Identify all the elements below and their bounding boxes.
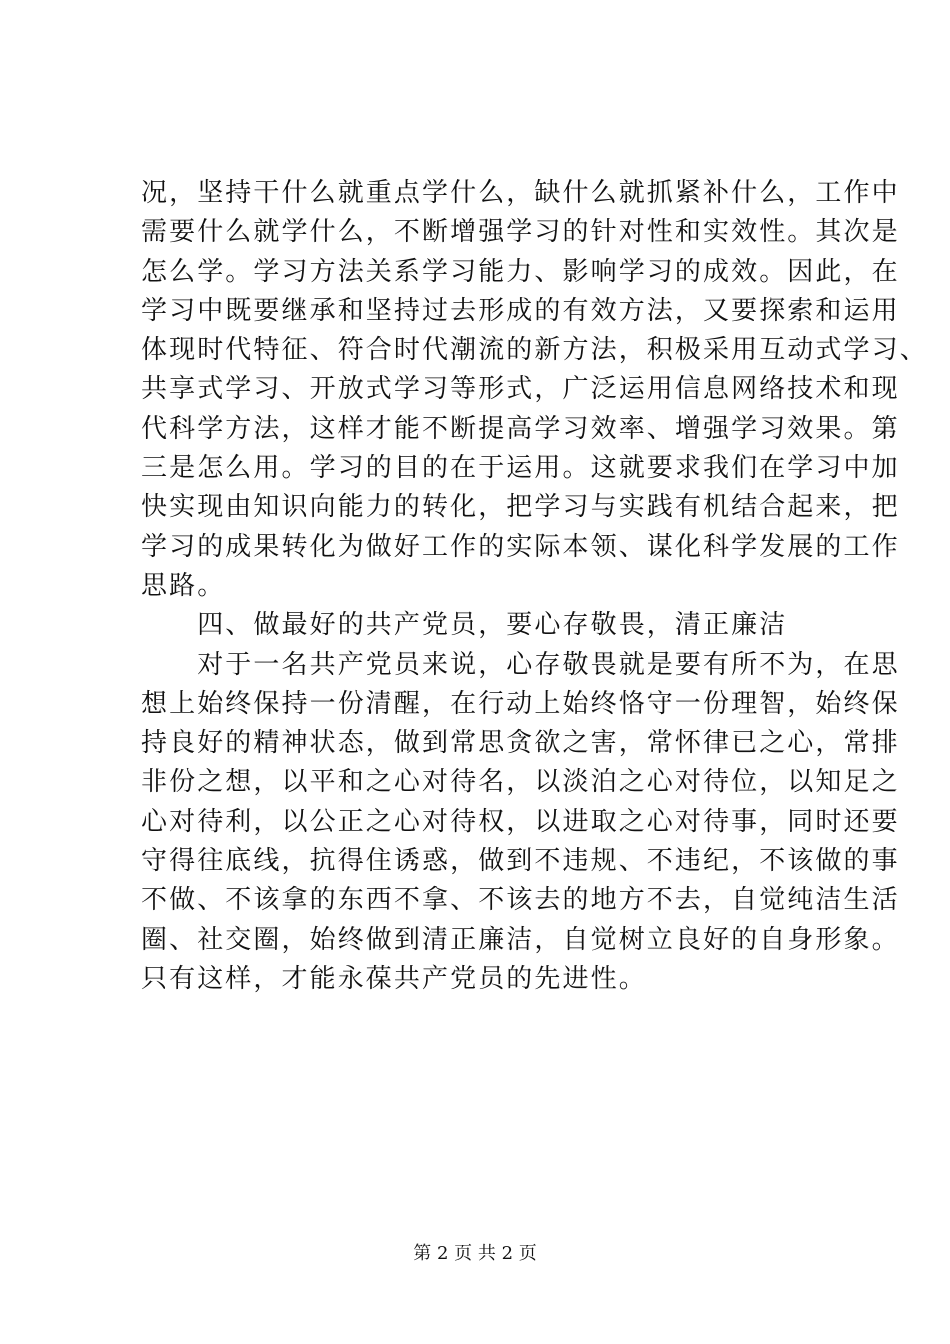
text-line: 体现时代特征、符合时代潮流的新方法，积极采用互动式学习、 xyxy=(141,335,928,366)
text-line: 代科学方法，这样才能不断提高学习效率、增强学习效果。第 xyxy=(141,413,900,444)
text-line: 想上始终保持一份清醒，在行动上始终恪守一份理智，始终保 xyxy=(141,688,900,719)
text-line: 快实现由知识向能力的转化，把学习与实践有机结合起来，把 xyxy=(141,492,900,523)
text-line: 只有这样，才能永葆共产党员的先进性。 xyxy=(141,963,647,994)
text-line: 对于一名共产党员来说，心存敬畏就是要有所不为，在思 xyxy=(141,649,900,680)
text-line: 需要什么就学什么，不断增强学习的针对性和实效性。其次是 xyxy=(141,217,900,248)
text-line: 思路。 xyxy=(141,570,226,601)
text-line: 况，坚持干什么就重点学什么，缺什么就抓紧补什么，工作中 xyxy=(141,178,900,208)
text-line: 持良好的精神状态，做到常思贪欲之害，常怀律已之心，常排 xyxy=(141,728,900,759)
text-line: 学习中既要继承和坚持过去形成的有效方法，又要探索和运用 xyxy=(141,295,900,326)
text-line: 圈、社交圈，始终做到清正廉洁，自觉树立良好的自身形象。 xyxy=(141,924,900,955)
text-line: 三是怎么用。学习的目的在于运用。这就要求我们在学习中加 xyxy=(141,453,900,484)
document-body xyxy=(141,174,928,999)
page-number-footer: 第 2 页 共 2 页 xyxy=(413,1243,537,1264)
section-heading: 四、做最好的共产党员，要心存敬畏，清正廉洁 xyxy=(141,610,788,641)
text-line: 心对待利，以公正之心对待权，以进取之心对待事，同时还要 xyxy=(141,806,900,837)
text-line: 守得往底线，抗得住诱惑，做到不违规、不违纪，不该做的事 xyxy=(141,846,900,877)
text-line: 共享式学习、开放式学习等形式，广泛运用信息网络技术和现 xyxy=(141,374,900,405)
text-line: 学习的成果转化为做好工作的实际本领、谋化科学发展的工作 xyxy=(141,531,900,562)
text-line: 不做、不该拿的东西不拿、不该去的地方不去，自觉纯洁生活 xyxy=(141,885,900,916)
text-line: 非份之想，以平和之心对待名，以淡泊之心对待位，以知足之 xyxy=(141,767,900,798)
text-line: 怎么学。学习方法关系学习能力、影响学习的成效。因此，在 xyxy=(141,256,900,287)
